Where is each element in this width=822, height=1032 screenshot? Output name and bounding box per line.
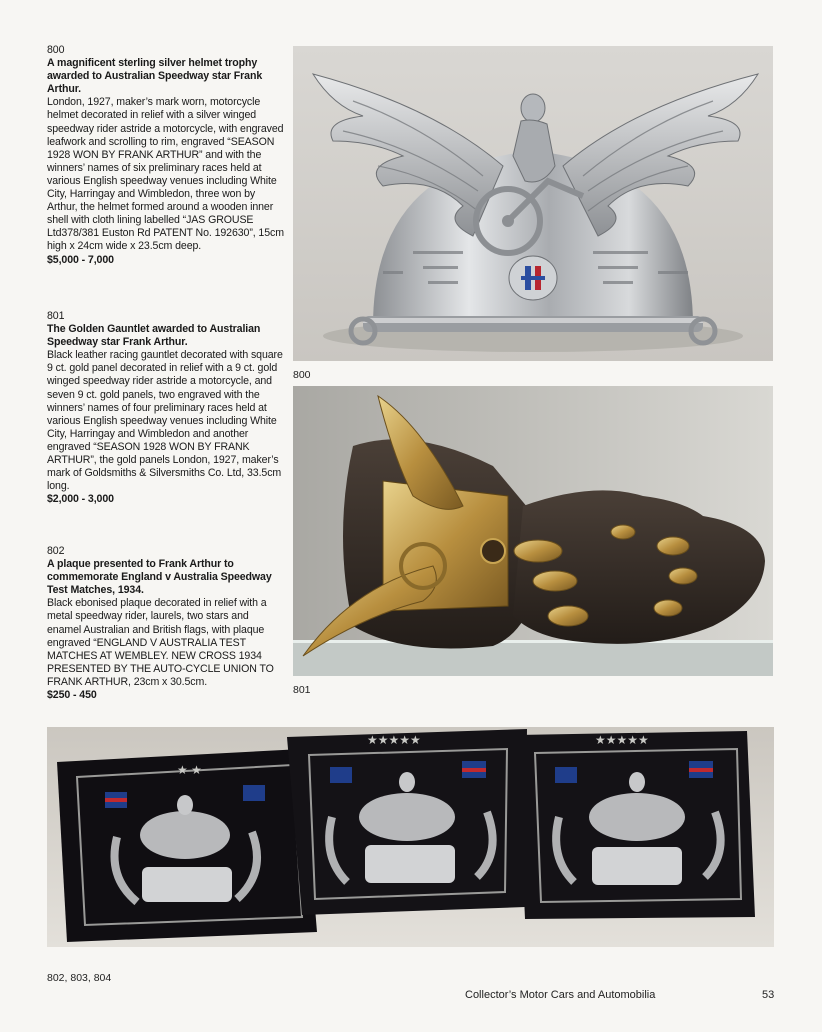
lot-801-entry: [47, 310, 285, 506]
lot-estimate: $5,000 - 7,000: [47, 253, 114, 266]
lot-title: A magnificent sterling silver helmet trophy awarded to Australian Speedway star Frank Arthur.: [47, 57, 263, 96]
lot-title: A plaque presented to Frank Arthur to commemorate England v Australia Speedway Test Matches, 1934.: [47, 558, 272, 597]
catalogue-title: Collector’s Motor Cars and Automobilia: [465, 989, 656, 1001]
lot-description: Black leather racing gauntlet decorated with square 9 ct. gold panel decorated in relief with a 9 ct. gold winged speedway rider astride a motorcycle, and seven 9 ct. gold panels, two engraved with the winners’ names of four preliminary races held at various English speedway venues including White City, Harringay and Wimbledon and another engraved “SEASON 1928 WON BY FRANK ARTHUR”, the gold panels London, 1927, maker’s mark of Goldsmiths & Silversmiths Co. Ltd, 33.5cm long.: [47, 349, 283, 493]
svg-text:★★★★★: ★★★★★: [367, 733, 421, 747]
plaques-photo: [47, 727, 774, 947]
photo-caption: 800: [293, 369, 311, 381]
lot-number: 802: [47, 545, 65, 557]
svg-text:★ ★: ★ ★: [177, 763, 202, 777]
lot-estimate: $250 - 450: [47, 689, 97, 702]
page-number: 53: [762, 989, 775, 1001]
photo-caption: 801: [293, 684, 311, 696]
lot-description: Black ebonised plaque decorated in relief with a metal speedway rider, laurels, two stars and enamel Australian and British flags, with plaque engraved “ENGLAND V AUSTRALIA TEST MATCHES AT WEMBLEY. NEW CROSS 1934 PRESENTED BY THE AUTO-CYCLE UNION TO FRANK ARTHUR, 23cm x 30.5cm.: [47, 597, 274, 688]
gauntlet-photo: [293, 386, 773, 676]
lot-title: The Golden Gauntlet awarded to Australian Speedway star Frank Arthur.: [47, 323, 261, 349]
lot-description: London, 1927, maker’s mark worn, motorcycle helmet decorated in relief with a silver winged speedway rider astride a motorcycle, with engraved leafwork and scrolling to rim, engraved “SEASON 1928 WON BY FRANK ARTHUR” and with the winners’ names of six preliminary races held at various English speedway venues including White City, Harringay and Wimbledon, three won by Arthur, the helmet formed around a wooden inner shell with cloth lining labelled “JAS GROUSE Ltd378/381 Euston Rd PATENT No. 192630”, 15cm high x 24cm wide x 23.5cm deep.: [47, 96, 284, 253]
helmet-trophy-photo: [293, 46, 773, 361]
lot-800-entry: [47, 44, 285, 267]
svg-text:★★★★★: ★★★★★: [595, 733, 649, 747]
lot-number: 801: [47, 310, 65, 322]
lot-number: 800: [47, 44, 65, 56]
lot-estimate: $2,000 - 3,000: [47, 493, 114, 506]
photo-caption: 802, 803, 804: [47, 972, 112, 984]
lot-802-entry: [47, 545, 285, 702]
